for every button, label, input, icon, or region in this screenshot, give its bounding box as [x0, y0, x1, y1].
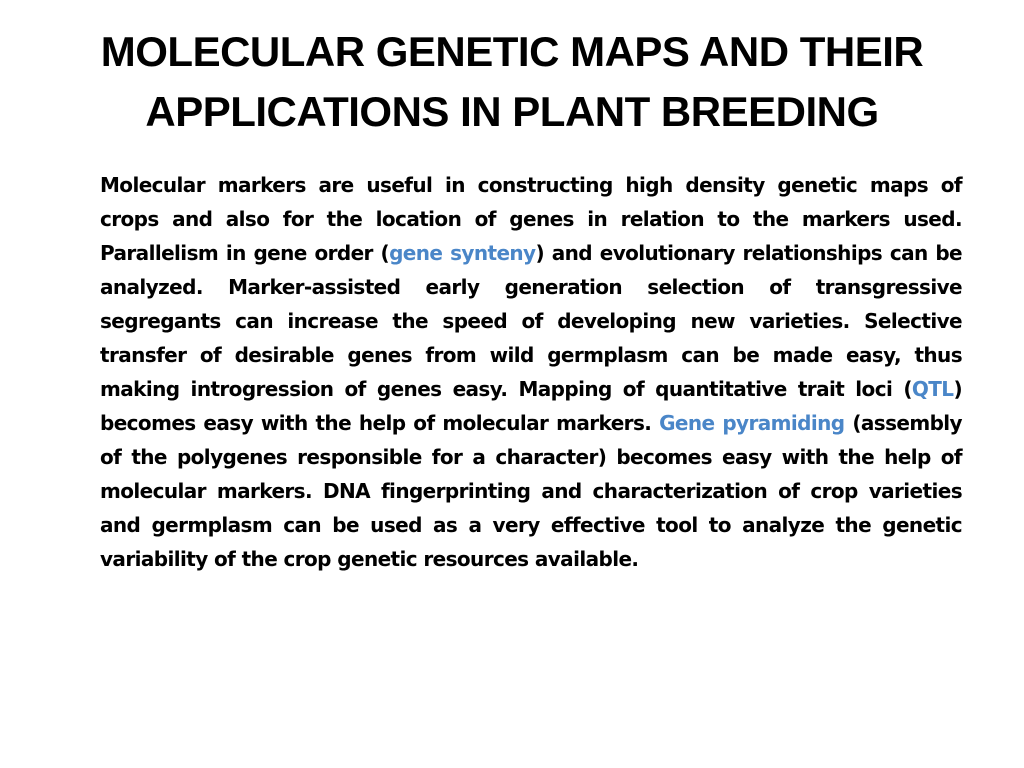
body-text-segment-4: (assembly of the polygenes responsible for a character) becomes easy with the help of molecular markers. DNA fingerprinting and characterization of crop varieties and germplasm can be used as a very effective tool to analyze the genetic variability of the crop genetic resources available.: [100, 411, 962, 571]
slide-title-line-1: MOLECULAR GENETIC MAPS AND THEIR: [100, 28, 924, 75]
link-qtl[interactable]: QTL: [911, 377, 954, 401]
body-text-segment-2: ) and evolutionary relationships can be analyzed. Marker-assisted early generation selection of transgressive segregants can increase the speed of developing new varieties. Selective transfer of desirable genes from wild germplasm can be made easy, thus making introgression of genes easy. Mapping of quantitative trait loci (: [100, 241, 963, 401]
body-text-segment-3: ) becomes easy with the help of molecular markers.: [100, 377, 962, 435]
slide-title-line-2: APPLICATIONS IN PLANT BREEDING: [145, 88, 879, 135]
slide-body-paragraph: [100, 168, 962, 576]
link-gene-synteny[interactable]: gene synteny: [389, 241, 536, 265]
slide-title: [20, 22, 1004, 142]
body-text-segment-1: Molecular markers are useful in constructing high density genetic maps of crops and also for the location of genes in relation to the markers used. Parallelism in gene order (: [100, 173, 962, 265]
link-gene-pyramiding[interactable]: Gene pyramiding: [659, 411, 845, 435]
